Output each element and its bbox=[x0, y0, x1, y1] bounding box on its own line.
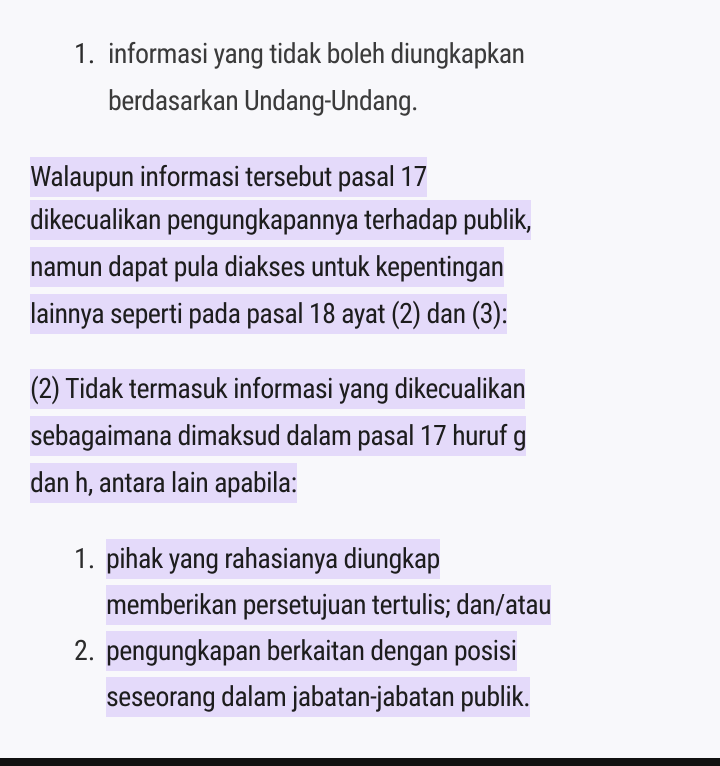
paragraph-line: (2) Tidak termasuk informasi yang dikecualikan bbox=[30, 369, 525, 409]
paragraph-line: namun dapat pula diakses untuk kepentingan bbox=[30, 247, 504, 287]
paragraph-line: Walaupun informasi tersebut pasal 17 bbox=[30, 157, 427, 197]
list-item-line: berdasarkan Undang-Undang. bbox=[108, 84, 418, 117]
list-item-line: pengungkapan berkaitan dengan posisi bbox=[106, 631, 517, 671]
paragraph-line: sebagaimana dimaksud dalam pasal 17 huruf g bbox=[30, 416, 526, 456]
list-item-line: pihak yang rahasianya diungkap bbox=[106, 539, 440, 579]
paragraph-line: dan h, antara lain apabila: bbox=[30, 463, 297, 503]
paragraph-line: dikecualikan pengungkapannya terhadap publik, bbox=[30, 200, 531, 240]
list-number: 1. bbox=[74, 542, 96, 575]
list-item-line: informasi yang tidak boleh diungkapkan bbox=[108, 37, 525, 70]
list-item-line: memberikan persetujuan tertulis; dan/atau bbox=[106, 585, 551, 625]
paragraph-line: lainnya seperti pada pasal 18 ayat (2) dan (3): bbox=[30, 294, 507, 334]
list-item-line: seseorang dalam jabatan-jabatan publik. bbox=[106, 677, 530, 717]
bottom-edge-bar bbox=[0, 758, 720, 766]
list-number: 2. bbox=[74, 634, 96, 667]
list-number: 1. bbox=[74, 37, 96, 70]
